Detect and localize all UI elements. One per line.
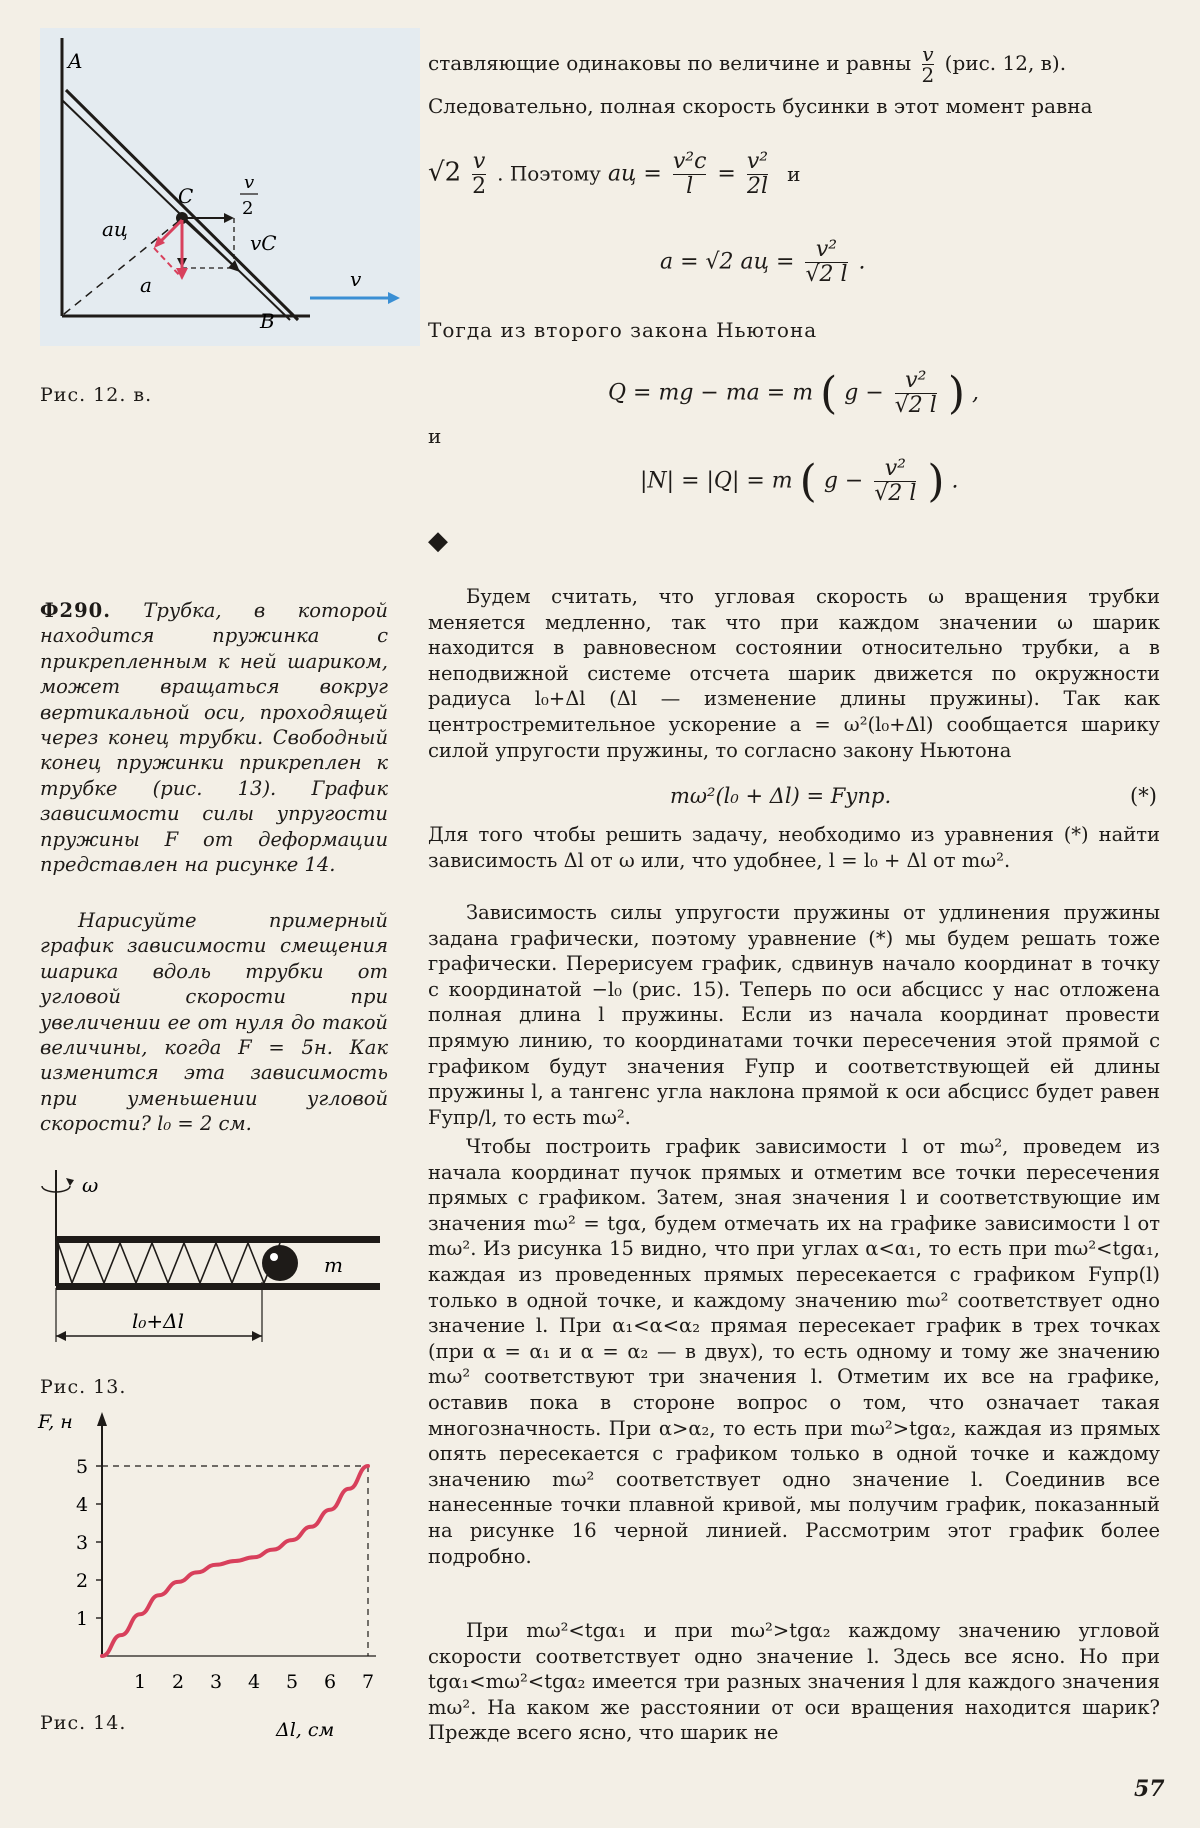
- x-tick-label: 5: [286, 1671, 299, 1693]
- label-omega: ω: [82, 1173, 99, 1197]
- x-tick-label: 6: [324, 1671, 337, 1693]
- equation-3: Q = mg − ma = m ( g − $\frac{\text{v²}}{√2 l}$ ) ,: [608, 368, 979, 419]
- figure-12-caption: Рис. 12. в.: [40, 384, 153, 406]
- y-tick-label: 3: [76, 1532, 89, 1554]
- problem-question: Нарисуйте примерный график зависимости смещения шарика вдоль трубки от угловой скорости при увеличении ее от нуля до такой величины, когда F = 5н. Как изменится эта зависимость при уменьшении угловой скорости? l₀ = 2 см.: [40, 909, 388, 1136]
- equation-4: |N| = |Q| = m ( g − $\frac{\text{v²}}{√2 l}$ ) .: [640, 456, 959, 507]
- chart-svg: [36, 1406, 402, 1746]
- label-b-point: B: [260, 309, 275, 333]
- label-a-point: A: [68, 49, 83, 73]
- end-diamond: ◆: [428, 526, 448, 556]
- problem-id: Ф290.: [40, 599, 111, 622]
- solution-paragraph-5: При mω²<tgα₁ и при mω²>tgα₂ каждому значению угловой скорости соответствует одно значение l. Здесь все ясно. Но при tgα₁<mω²<tgα₂ имеется три разных значения l для каждого значения mω². На каком же расстоянии от оси вращения находится шарик? Прежде всего ясно, что шарик не: [428, 1619, 1160, 1745]
- spring: [58, 1243, 280, 1283]
- equation-1: √2 $\frac{v}{2}$ . Поэтому aц = $\frac{\text{v²c}}{l}$ = $\frac{\text{v²}}{2l}$ и: [428, 149, 801, 199]
- x-tick-label: 3: [210, 1671, 223, 1693]
- figure-14-caption: Рис. 14.: [40, 1712, 127, 1734]
- figure-14-chart: [36, 1406, 402, 1746]
- problem-statement: [40, 598, 388, 877]
- label-v-half-den: 2: [242, 198, 254, 219]
- x-tick-label: 1: [134, 1671, 147, 1693]
- solution-equation-mark: (*): [1130, 784, 1157, 808]
- y-tick-label: 4: [76, 1494, 89, 1516]
- label-v: v: [350, 267, 362, 291]
- label-v-c: vC: [250, 231, 277, 255]
- x-tick-label: 2: [172, 1671, 185, 1693]
- x-tick-label: 7: [362, 1671, 375, 1693]
- tube-top-wall: [56, 1236, 380, 1243]
- ball: [262, 1245, 298, 1281]
- y-axis-label: F, н: [38, 1411, 73, 1433]
- force-curve: [102, 1466, 368, 1656]
- solution-paragraph-1: Будем считать, что угловая скорость ω вращения трубки меняется медленно, так что при каждом значении ω шарик находится в равновесном состоянии относительно трубки, а в неподвижной системе отсчета шарик движется по окружности радиуса l₀+Δl (Δl — изменение длины пружины). Так как центростремительное ускорение a = ω²(l₀+Δl) сообщается шарику силой упругости пружины, то согласно закону Ньютона: [428, 585, 1160, 762]
- label-a: a: [140, 273, 152, 297]
- label-a-c: aц: [102, 217, 128, 241]
- solution-paragraph-3: Зависимость силы упругости пружины от удлинения пружины задана графически, поэтому уравнение (*) мы будем решать тоже графически. Перерисуем график, сдвинув начало координат в точку с координатой −l₀ (рис. 15). Теперь по оси абсцисс у нас отложена полная длина l пружины. Если из начала координат провести прямую линию, то координатами точки пересечения этой прямой с графиком будут значения Fупр и соответствующей ей длины пружины l, а тангенс угла наклона прямой к оси абсцисс будет равен Fупр/l, то есть mω².: [428, 901, 1160, 1129]
- top-line-2: Следовательно, полная скорость бусинки в этот момент равна: [428, 94, 1093, 118]
- label-length: l₀+Δl: [132, 1309, 185, 1333]
- frac-v-over-2: $\frac{v}{2}$: [921, 42, 935, 87]
- figure-12: [40, 28, 420, 346]
- page-number: 57: [1134, 1776, 1165, 1802]
- equation-2: a = √2 aц = $\frac{\text{v²}}{√2 l}$ .: [660, 237, 866, 287]
- and-word: и: [428, 424, 442, 448]
- figure-13-caption: Рис. 13.: [40, 1376, 127, 1398]
- newton-line: Тогда из второго закона Ньютона: [428, 318, 818, 342]
- y-axis-arrow: [97, 1412, 107, 1426]
- label-m: m: [324, 1253, 343, 1277]
- label-v-half-num: v: [244, 172, 255, 193]
- figure-13-diagram: [36, 1156, 396, 1346]
- solution-paragraph-2: Для того чтобы решить задачу, необходимо из уравнения (*) найти зависимость Δl от ω или, что удобнее, l = l₀ + Δl от mω².: [428, 823, 1160, 872]
- x-axis-label: Δl, см: [276, 1719, 335, 1741]
- solution-paragraph-4: Чтобы построить график зависимости l от mω², проведем из начала координат пучок прямых и отметим все точки пересечения прямых с графиком. Затем, зная значения l и соответствующие им значения mω² = tgα, будем отмечать их на графике зависимости l от mω². Из рисунка 15 видно, что при углах α<α₁, то есть при mω²<tgα₁, каждая из проведенных прямых пересекается с графиком Fупр(l) только в одной точке, и каждому значению mω² соответствует одно значение l. При α₁<α<α₂ прямая пересекает график в трех точках (при α = α₁ и α = α₂ — в двух), то есть одному и тому же значению mω² соответствуют три значения l. Отметим их все на графике, оставив пока в стороне вопрос о том, что означает такая многозначность. При α>α₂, то есть при mω²>tgα₂, каждая из прямых опять пересекается с графиком только в одной точке и каждому значению mω² соответствует одно значение l. Соединив все нанесенные точки плавной кривой, мы получим график, показанный на рисунке 16 черной линией. Рассмотрим этот график более подробно.: [428, 1135, 1160, 1568]
- problem-text: Трубка, в которой находится пружинка с прикрепленным к ней шариком, может вращаться вокруг вертикальной оси, проходящей через конец трубки. Свободный конец пружинки прикреплен к трубке (рис. 13). График зависимости силы упругости пружины F от деформации представлен на рисунке 14.: [40, 599, 388, 877]
- top-line-1: ставляющие одинаковы по величине и равны $\frac{v}{2}$ (рис. 12, в).: [428, 42, 1067, 87]
- figure-12-diagram: [40, 28, 420, 346]
- label-c-point: C: [178, 184, 194, 208]
- tube-bottom-wall: [56, 1283, 380, 1290]
- figure-13: [36, 1156, 396, 1346]
- y-tick-label: 2: [76, 1570, 89, 1592]
- y-tick-label: 5: [76, 1456, 89, 1478]
- x-tick-label: 4: [248, 1671, 261, 1693]
- solution-equation: mω²(l₀ + Δl) = Fупр.: [670, 784, 892, 808]
- y-tick-label: 1: [76, 1608, 89, 1630]
